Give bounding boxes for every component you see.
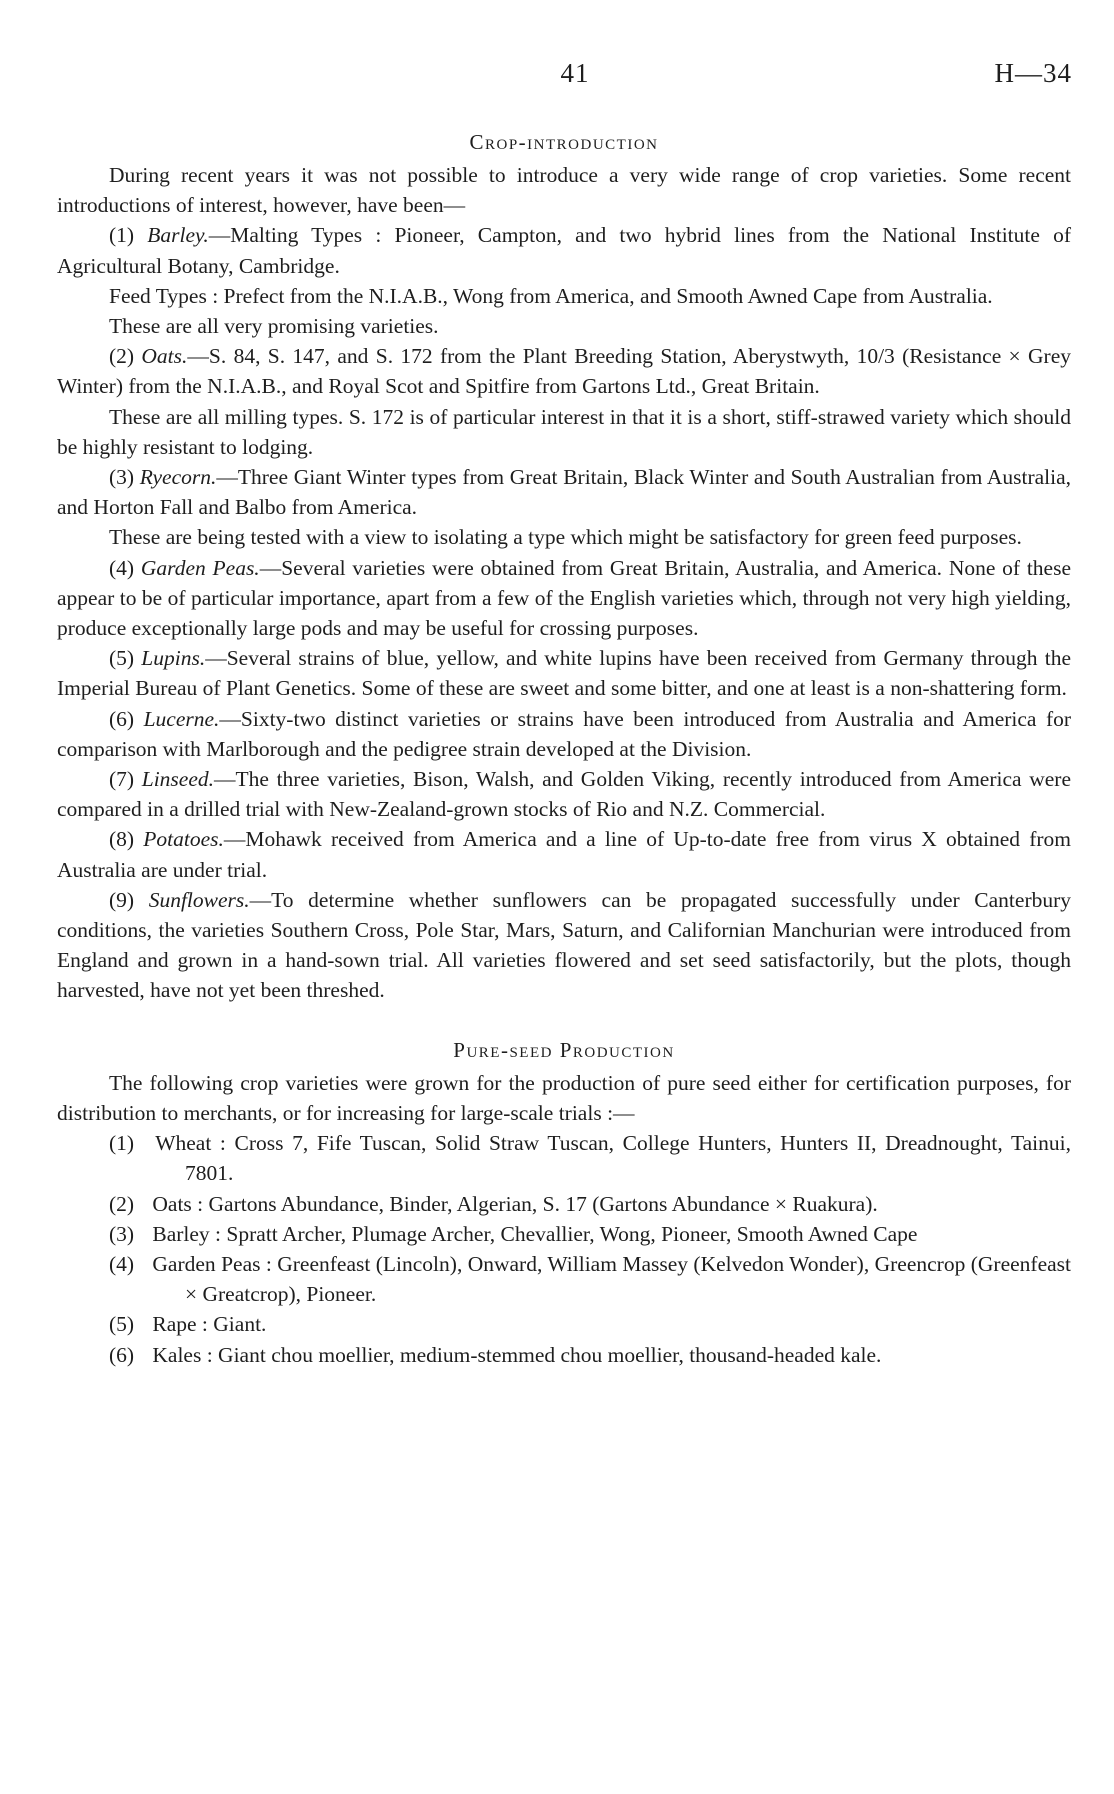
pure-seed-heading: Pure-seed Production [453,1037,675,1062]
list-item-number: (2) [109,1191,135,1216]
list-item-text: Barley : Spratt Archer, Plumage Archer, Chevallier, Wong, Pioneer, Smooth Awned Cape [152,1221,918,1246]
list-item-text: Oats : Gartons Abundance, Binder, Algerian, S. 17 (Gartons Abundance × Ruakura). [152,1191,878,1216]
page-number: 41 [560,58,590,88]
barley-note-paragraph: These are all very promising varieties. [109,314,439,339]
oats-paragraph [57,341,1071,401]
linseed-text: —The three varieties, Bison, Walsh, and Golden Viking, recently introduced from America were compared in a drilled trial with New-Zealand-grown stocks of Rio and N.Z. Commercial. [57,767,1071,822]
list-item-text: Wheat : Cross 7, Fife Tuscan, Solid Straw Tuscan, College Hunters, Hunters II, Dreadnought, Tainui, 7801. [155,1131,1071,1186]
list-item [57,1189,1071,1219]
lucerne-paragraph [57,704,1071,764]
barley-label: Barley. [147,223,209,248]
peas-text: —Several varieties were obtained from Great Britain, Australia, and America. None of these appear to be of particular importance, apart from a few of the English varieties which, through not very high yielding, produce exceptionally large pods and may be useful for crossing purposes. [57,555,1072,641]
list-item [57,1128,1071,1188]
lupins-paragraph [57,643,1071,703]
item-number: (9) [109,887,135,912]
sunflowers-label: Sunflowers. [148,887,250,912]
list-item-number: (5) [109,1312,135,1337]
peas-paragraph [57,553,1071,644]
list-item-number: (4) [109,1251,135,1276]
list-item-text: Garden Peas : Greenfeast (Lincoln), Onward, William Massey (Kelvedon Wonder), Greencrop (Greenfeast × Greatcrop), Pioneer. [152,1251,1072,1307]
oats-text: —S. 84, S. 147, and S. 172 from the Plant Breeding Station, Aberystwyth, 10/3 (Resistance × Grey Winter) from the N.I.A.B., and Royal Scot and Spitfire from Gartons Ltd., Great Britain. [57,344,1071,399]
crop-intro-paragraph: During recent years it was not possible to introduce a very wide range of crop varieties. Some recent introductions of interest, however, have been— [57,163,1071,218]
list-item-number: (3) [109,1221,135,1246]
document-reference: H—34 [994,58,1072,88]
linseed-paragraph [57,764,1071,824]
list-item [57,1219,1071,1249]
list-item [57,1249,1071,1309]
ryecorn-note-paragraph: These are being tested with a view to isolating a type which might be satisfactory for green feed purposes. [109,525,1022,550]
ryecorn-text: —Three Giant Winter types from Great Britain, Black Winter and South Australian from Australia, and Horton Fall and Balbo from America. [57,465,1072,520]
potatoes-label: Potatoes. [143,827,224,852]
item-number: (5) [109,646,135,671]
oats-note-paragraph: These are all milling types. S. 172 is of particular interest in that it is a short, stiff-strawed variety which should be highly resistant to lodging. [57,404,1071,459]
lupins-text: —Several strains of blue, yellow, and white lupins have been received from Germany through the Imperial Bureau of Plant Genetics. Some of these are sweet and some bitter, and one at least is a non-shattering form. [57,646,1071,701]
list-item-text: Kales : Giant chou moellier, medium-stemmed chou moellier, thousand-headed kale. [152,1342,882,1367]
linseed-label: Linseed. [141,767,214,792]
sunflowers-text: —To determine whether sunflowers can be propagated successfully under Canterbury conditions, the varieties Southern Cross, Pole Star, Mars, Saturn, and Californian Manchurian were introduced from England and grown in a hand-sown trial. All varieties flowered and set seed satisfactorily, but the plots, though harvested, have not yet been threshed. [57,887,1072,1003]
item-number: (3) [109,465,135,490]
item-number: (2) [109,344,135,369]
lupins-label: Lupins. [141,646,206,671]
ryecorn-label: Ryecorn. [139,465,217,490]
item-number: (1) [109,223,135,248]
item-number: (4) [109,555,135,580]
barley-paragraph [57,220,1071,280]
sunflowers-paragraph [57,885,1071,1006]
oats-label: Oats. [141,344,188,369]
list-item [57,1309,1071,1339]
pure-seed-list [57,1128,1071,1370]
potatoes-paragraph [57,824,1071,884]
potatoes-text: —Mohawk received from America and a line of Up-to-date free from virus X obtained from Australia are under trial. [57,827,1071,882]
crop-introduction-heading: Crop-introduction [469,130,659,154]
list-item-number: (6) [109,1342,135,1367]
lucerne-label: Lucerne. [143,706,220,731]
list-item-number: (1) [109,1131,135,1156]
item-number: (8) [109,827,135,852]
peas-label: Garden Peas. [140,555,260,580]
ryecorn-paragraph [57,462,1071,522]
list-item [57,1340,1071,1370]
barley-feed-paragraph: Feed Types : Prefect from the N.I.A.B., Wong from America, and Smooth Awned Cape from Australia. [109,283,993,308]
barley-text: —Malting Types : Pioneer, Campton, and two hybrid lines from the National Institute of Agricultural Botany, Cambridge. [57,223,1071,278]
body-text [57,126,1071,1370]
pure-seed-intro-paragraph: The following crop varieties were grown for the production of pure seed either for certification purposes, for distribution to merchants, or for increasing for large-scale trials :— [57,1070,1071,1125]
item-number: (6) [109,706,135,731]
list-item-text: Rape : Giant. [152,1312,267,1337]
lucerne-text: —Sixty-two distinct varieties or strains have been introduced from Australia and America for comparison with Marlborough and the pedigree strain developed at the Division. [57,706,1072,761]
item-number: (7) [109,767,135,792]
